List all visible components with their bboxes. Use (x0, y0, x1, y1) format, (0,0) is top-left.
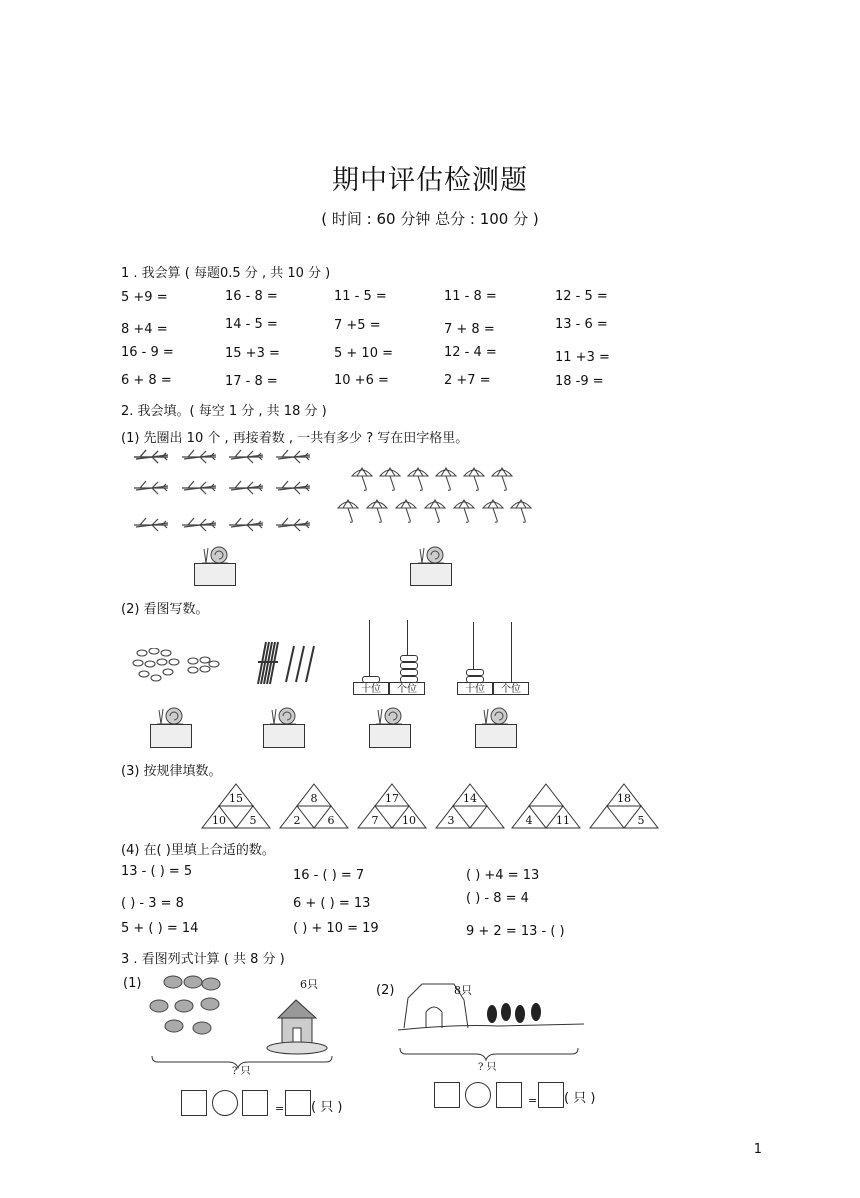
equation: 16 - 8 = (225, 289, 278, 304)
triangle-top: 18 (617, 792, 631, 805)
unit-label: ( 只 ) (564, 1091, 596, 1106)
equation: 11 +3 = (555, 350, 610, 365)
snail-icon (480, 704, 512, 726)
snail-icon (416, 543, 448, 565)
triangle-right: 11 (556, 814, 570, 827)
question-label: ? 只 (478, 1062, 497, 1073)
abacus-label-ones: 个位 (493, 682, 529, 695)
fill-equation: ( ) - 3 = 8 (121, 896, 184, 911)
answer-square[interactable] (242, 1090, 268, 1116)
question-label: ? 只 (232, 1066, 251, 1075)
unit-label: ( 只 ) (311, 1100, 343, 1115)
birds-house-image (140, 970, 340, 1075)
triangle-left: 4 (525, 814, 533, 827)
answer-box[interactable] (150, 724, 192, 748)
page-number: 1 (753, 1142, 762, 1157)
question-2-2: (2) 看图写数。 (121, 602, 209, 617)
equation: 15 +3 = (225, 346, 280, 361)
fill-equation: 5 + ( ) = 14 (121, 921, 199, 936)
triangle-right: 5 (637, 814, 645, 827)
equation: 7 + 8 = (444, 322, 495, 337)
answer-square[interactable] (181, 1090, 207, 1116)
equation: 11 - 5 = (334, 289, 387, 304)
count-label: 8只 (454, 984, 472, 997)
snail-icon (374, 704, 406, 726)
answer-box[interactable] (263, 724, 305, 748)
equation: 12 - 5 = (555, 289, 608, 304)
triangle-left: 10 (212, 814, 226, 827)
question-2-1: (1) 先圈出 10 个 , 再接着数 , 一共有多少 ? 写在田字格里。 (121, 431, 469, 446)
snail-icon (268, 704, 300, 726)
abacus-label-ones: 个位 (389, 682, 425, 695)
triangle-left: 2 (293, 814, 301, 827)
fill-equation: ( ) + 10 = 19 (293, 921, 379, 936)
equation: 11 - 8 = (444, 289, 497, 304)
answer-square[interactable] (434, 1082, 460, 1108)
equation: 10 +6 = (334, 373, 389, 388)
triangle-left: 7 (371, 814, 379, 827)
equation: 5 + 10 = (334, 346, 393, 361)
page-title: 期中评估检测题 (332, 165, 528, 196)
igloo-penguins-image (398, 978, 586, 1074)
triangle-right: 6 (327, 814, 335, 827)
fill-equation: 9 + 2 = 13 - ( ) (466, 924, 565, 939)
beads-image (132, 648, 222, 686)
problem-2-label: (2) (376, 983, 395, 998)
fill-equation: ( ) - 8 = 4 (466, 891, 529, 906)
sticks-image (252, 638, 318, 688)
triangle-right: 5 (249, 814, 257, 827)
problem-1-label: (1) (123, 976, 142, 991)
fill-equation: ( ) +4 = 13 (466, 868, 540, 883)
abacus-label-tens: 十位 (353, 682, 389, 695)
answer-box[interactable] (194, 563, 236, 586)
equation: 2 +7 = (444, 373, 491, 388)
snail-icon (155, 704, 187, 726)
page-subtitle: ( 时间 : 60 分钟 总分 : 100 分 ) (321, 210, 539, 228)
equation: 18 -9 = (555, 374, 604, 389)
operator-circle[interactable] (212, 1090, 238, 1116)
triangle-top: 14 (463, 792, 477, 805)
equation: 12 - 4 = (444, 345, 497, 360)
answer-box[interactable] (369, 724, 411, 748)
equation: 16 - 9 = (121, 345, 174, 360)
question-2-4: (4) 在( )里填上合适的数。 (121, 843, 275, 858)
question-2-3: (3) 按规律填数。 (121, 764, 222, 779)
equation: 14 - 5 = (225, 317, 278, 332)
abacus (353, 620, 425, 696)
abacus-label-tens: 十位 (457, 682, 493, 695)
equals-sign: = (275, 1102, 285, 1115)
equation: 5 +9 = (121, 290, 168, 305)
answer-box[interactable] (475, 724, 517, 748)
fill-equation: 6 + ( ) = 13 (293, 896, 371, 911)
answer-square[interactable] (538, 1082, 564, 1108)
operator-circle[interactable] (465, 1082, 491, 1108)
answer-box[interactable] (410, 563, 452, 586)
airplanes-image (132, 445, 317, 540)
triangle-top: 15 (229, 792, 243, 805)
triangle-top: 17 (385, 792, 399, 805)
section-3-heading: 3 . 看图列式计算 ( 共 8 分 ) (121, 952, 285, 967)
equals-sign: = (528, 1094, 538, 1107)
answer-square[interactable] (496, 1082, 522, 1108)
fill-equation: 13 - ( ) = 5 (121, 864, 193, 879)
equation: 6 + 8 = (121, 373, 172, 388)
triangle-right: 10 (402, 814, 416, 827)
fill-equation: 16 - ( ) = 7 (293, 868, 365, 883)
answer-square[interactable] (285, 1090, 311, 1116)
equation: 8 +4 = (121, 322, 168, 337)
equation: 7 +5 = (334, 318, 381, 333)
snail-icon (200, 543, 232, 565)
umbrellas-image (336, 462, 536, 528)
equation: 13 - 6 = (555, 317, 608, 332)
section-2-heading: 2. 我会填。( 每空 1 分 , 共 18 分 ) (121, 404, 327, 419)
count-label: 6只 (300, 978, 318, 991)
number-triangles (200, 782, 662, 832)
abacus (457, 622, 529, 696)
section-1-heading: 1 . 我会算 ( 每题0.5 分 , 共 10 分 ) (121, 266, 331, 281)
triangle-left: 3 (447, 814, 455, 827)
triangle-top: 8 (310, 792, 318, 805)
equation: 17 - 8 = (225, 374, 278, 389)
